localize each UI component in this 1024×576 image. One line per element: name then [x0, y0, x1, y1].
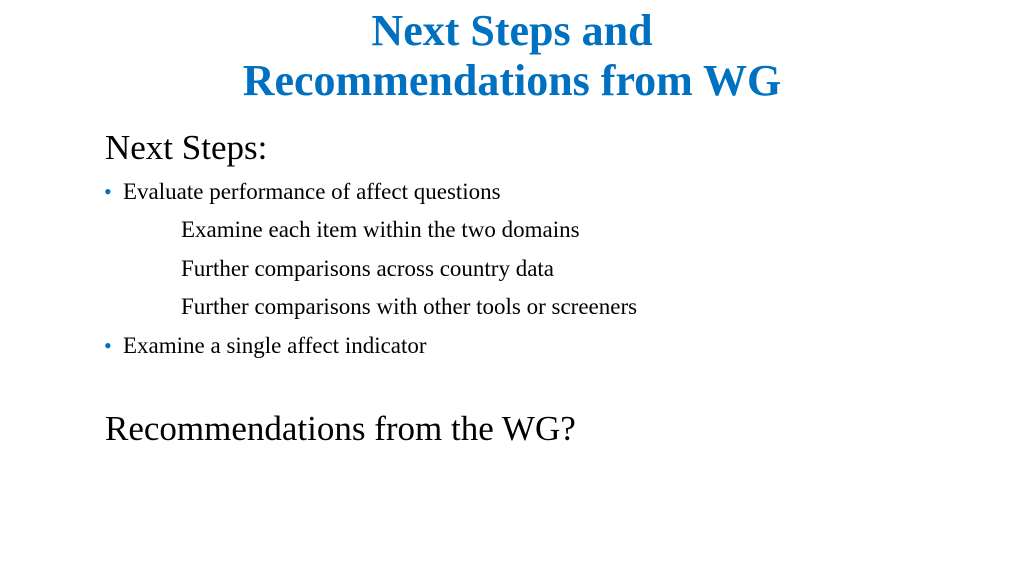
- bullet-icon: •: [104, 179, 112, 204]
- sub-bullet-item: Further comparisons with other tools or screeners: [181, 294, 638, 319]
- sub-bullet-item: Further comparisons across country data: [181, 256, 555, 281]
- next-steps-heading: Next Steps:: [105, 128, 268, 167]
- slide-title-line-1: Next Steps and: [371, 6, 653, 55]
- slide-title: [0, 6, 1024, 106]
- sub-bullet-item: Examine each item within the two domains: [181, 217, 580, 242]
- bullet-item: [104, 178, 501, 206]
- bullet-text: Evaluate performance of affect questions: [123, 179, 501, 204]
- recommendations-heading: Recommendations from the WG?: [105, 409, 576, 448]
- bullet-text: Examine a single affect indicator: [123, 333, 427, 358]
- bullet-icon: •: [104, 333, 112, 358]
- slide-title-line-2: Recommendations from WG: [242, 56, 782, 105]
- bullet-item: [104, 332, 427, 360]
